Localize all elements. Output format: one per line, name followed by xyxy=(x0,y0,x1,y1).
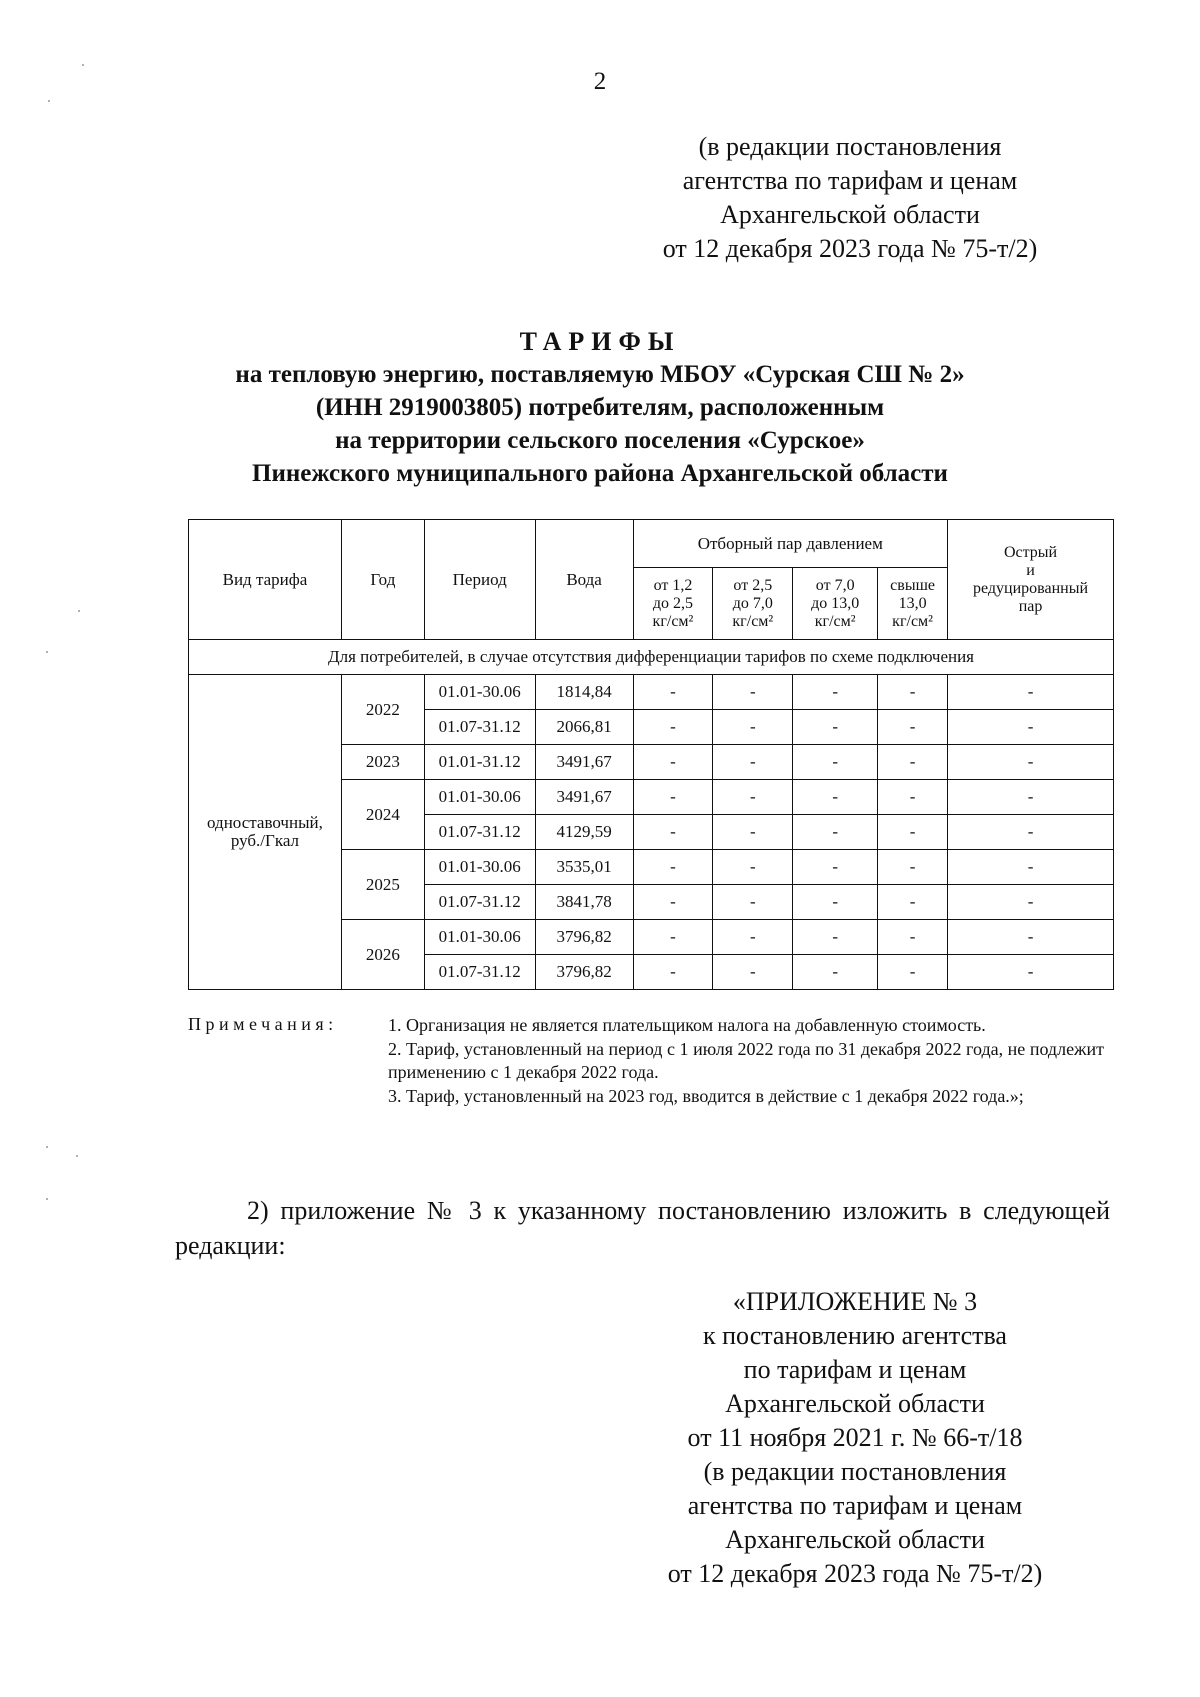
dash-cell: - xyxy=(633,955,713,990)
appendix-line: от 12 декабря 2023 года № 75-т/2) xyxy=(667,1559,1043,1588)
year-cell: 2026 xyxy=(341,920,424,990)
header-line: 13,0 xyxy=(898,594,927,612)
water-cell: 3535,01 xyxy=(535,850,633,885)
dash-cell: - xyxy=(713,675,793,710)
dash-cell: - xyxy=(948,710,1114,745)
dash-cell: - xyxy=(793,710,878,745)
dash-cell: - xyxy=(948,850,1114,885)
tariff-type-line: одноставочный, xyxy=(207,813,323,832)
water-cell: 2066,81 xyxy=(535,710,633,745)
header-period: Период xyxy=(424,520,535,640)
header-year: Год xyxy=(341,520,424,640)
header-steam-col xyxy=(878,568,948,640)
water-cell: 3491,67 xyxy=(535,745,633,780)
notes-label: Примечания: xyxy=(188,1014,338,1034)
water-cell: 3796,82 xyxy=(535,955,633,990)
dash-cell: - xyxy=(878,745,948,780)
header-line: от 7,0 xyxy=(815,576,855,594)
year-cell: 2024 xyxy=(341,780,424,850)
appendix-line: от 11 ноября 2021 г. № 66-т/18 xyxy=(687,1423,1023,1452)
period-cell: 01.01-30.06 xyxy=(424,675,535,710)
scan-speck xyxy=(46,651,48,653)
dash-cell: - xyxy=(878,815,948,850)
header-sharp-steam xyxy=(948,520,1114,640)
dash-cell: - xyxy=(793,745,878,780)
title-line: на территории сельского поселения «Сурское» xyxy=(335,427,865,454)
dash-cell: - xyxy=(878,955,948,990)
header-note-line: (в редакции постановления xyxy=(698,132,1002,161)
year-cell: 2023 xyxy=(341,745,424,780)
header-line: до 2,5 xyxy=(652,594,694,612)
dash-cell: - xyxy=(948,780,1114,815)
dash-cell: - xyxy=(633,780,713,815)
dash-cell: - xyxy=(948,955,1114,990)
title-line: Пинежского муниципального района Архангельской области xyxy=(252,460,948,487)
header-line: до 7,0 xyxy=(732,594,773,612)
appendix-line: Архангельской области xyxy=(725,1389,985,1418)
dash-cell: - xyxy=(713,815,793,850)
scan-speck xyxy=(46,1146,48,1148)
header-line: пар xyxy=(1018,597,1043,615)
header-steam-col xyxy=(633,568,713,640)
appendix-line: агентства по тарифам и ценам xyxy=(687,1491,1023,1520)
water-cell: 1814,84 xyxy=(535,675,633,710)
header-water: Вода xyxy=(535,520,633,640)
water-cell: 3491,67 xyxy=(535,780,633,815)
section-title: Для потребителей, в случае отсутствия дифференциации тарифов по схеме подключения xyxy=(189,640,1114,675)
period-cell: 01.01-30.06 xyxy=(424,850,535,885)
dash-cell: - xyxy=(948,745,1114,780)
year-cell: 2025 xyxy=(341,850,424,920)
header-steam-group: Отборный пар давлением xyxy=(633,520,948,568)
year-cell: 2022 xyxy=(341,675,424,745)
dash-cell: - xyxy=(793,955,878,990)
water-cell: 4129,59 xyxy=(535,815,633,850)
dash-cell: - xyxy=(633,920,713,955)
header-note-line: от 12 декабря 2023 года № 75-т/2) xyxy=(662,234,1038,263)
dash-cell: - xyxy=(793,885,878,920)
dash-cell: - xyxy=(713,780,793,815)
document-title xyxy=(160,325,1040,490)
header-line: Острый xyxy=(1003,543,1058,561)
period-cell: 01.07-31.12 xyxy=(424,885,535,920)
appendix-line: «ПРИЛОЖЕНИЕ № 3 xyxy=(732,1287,978,1316)
dash-cell: - xyxy=(633,745,713,780)
header-line: свыше xyxy=(890,576,935,594)
dash-cell: - xyxy=(948,675,1114,710)
period-cell: 01.07-31.12 xyxy=(424,955,535,990)
appendix-line: (в редакции постановления xyxy=(703,1457,1007,1486)
dash-cell: - xyxy=(633,850,713,885)
dash-cell: - xyxy=(948,920,1114,955)
dash-cell: - xyxy=(793,675,878,710)
dash-cell: - xyxy=(793,920,878,955)
scan-speck xyxy=(82,64,84,66)
period-cell: 01.01-30.06 xyxy=(424,780,535,815)
appendix-line: к постановлению агентства xyxy=(703,1321,1007,1350)
dash-cell: - xyxy=(633,885,713,920)
title-line: (ИНН 2919003805) потребителям, расположенным xyxy=(315,394,885,421)
header-line: от 2,5 xyxy=(733,576,773,594)
dash-cell: - xyxy=(793,815,878,850)
header-line: до 13,0 xyxy=(811,594,860,612)
header-line: кг/см² xyxy=(814,612,856,630)
dash-cell: - xyxy=(633,815,713,850)
header-line: редуцированный xyxy=(973,579,1089,597)
header-line: кг/см² xyxy=(732,612,774,630)
dash-cell: - xyxy=(878,885,948,920)
dash-cell: - xyxy=(878,920,948,955)
dash-cell: - xyxy=(878,780,948,815)
dash-cell: - xyxy=(713,850,793,885)
header-line: от 1,2 xyxy=(653,576,693,594)
dash-cell: - xyxy=(878,710,948,745)
tariff-type-cell xyxy=(189,675,342,990)
dash-cell: - xyxy=(948,885,1114,920)
header-line: и xyxy=(1026,561,1035,579)
appendix-line: по тарифам и ценам xyxy=(743,1355,967,1384)
header-tariff-type: Вид тарифа xyxy=(189,520,342,640)
dash-cell: - xyxy=(878,850,948,885)
dash-cell: - xyxy=(793,850,878,885)
header-steam-col xyxy=(713,568,793,640)
notes xyxy=(388,1014,1104,1108)
dash-cell: - xyxy=(878,675,948,710)
dash-cell: - xyxy=(633,675,713,710)
dash-cell: - xyxy=(713,920,793,955)
title-main: ТАРИФЫ xyxy=(519,327,681,356)
header-line: кг/см² xyxy=(652,612,694,630)
tariff-table xyxy=(188,519,1114,990)
water-cell: 3796,82 xyxy=(535,920,633,955)
appendix-note xyxy=(640,1285,1070,1591)
header-line: кг/см² xyxy=(892,612,933,630)
water-cell: 3841,78 xyxy=(535,885,633,920)
title-line: на тепловую энергию, поставляемую МБОУ «Сурская СШ № 2» xyxy=(235,361,965,388)
scan-speck xyxy=(46,1198,48,1200)
dash-cell: - xyxy=(713,710,793,745)
dash-cell: - xyxy=(948,815,1114,850)
period-cell: 01.07-31.12 xyxy=(424,815,535,850)
appendix-line: Архангельской области xyxy=(725,1525,985,1554)
dash-cell: - xyxy=(793,780,878,815)
table-row xyxy=(189,675,1114,710)
dash-cell: - xyxy=(713,745,793,780)
page-number: 2 xyxy=(593,68,607,95)
dash-cell: - xyxy=(713,955,793,990)
scan-speck xyxy=(76,1155,78,1157)
dash-cell: - xyxy=(713,885,793,920)
header-note-line: Архангельской области xyxy=(720,200,980,229)
header-note xyxy=(600,130,1100,266)
tariff-body xyxy=(189,675,1114,990)
period-cell: 01.01-31.12 xyxy=(424,745,535,780)
header-steam-col xyxy=(793,568,878,640)
body-paragraph: 2) приложение № 3 к указанному постановлению изложить в следующей редакции: xyxy=(175,1196,1110,1260)
note-item: 3. Тариф, установленный на 2023 год, вводится в действие с 1 декабря 2022 года.»; xyxy=(388,1085,1024,1106)
dash-cell: - xyxy=(633,710,713,745)
period-cell: 01.07-31.12 xyxy=(424,710,535,745)
period-cell: 01.01-30.06 xyxy=(424,920,535,955)
header-note-line: агентства по тарифам и ценам xyxy=(682,166,1018,195)
tariff-type-line: руб./Гкал xyxy=(230,831,300,850)
note-item: 2. Тариф, установленный на период с 1 июля 2022 года по 31 декабря 2022 года, не подлежит применению с 1 декабря 2022 года. xyxy=(388,1038,1104,1082)
scan-speck xyxy=(48,100,50,102)
scan-speck xyxy=(78,610,80,612)
note-item: 1. Организация не является плательщиком налога на добавленную стоимость. xyxy=(388,1015,986,1035)
